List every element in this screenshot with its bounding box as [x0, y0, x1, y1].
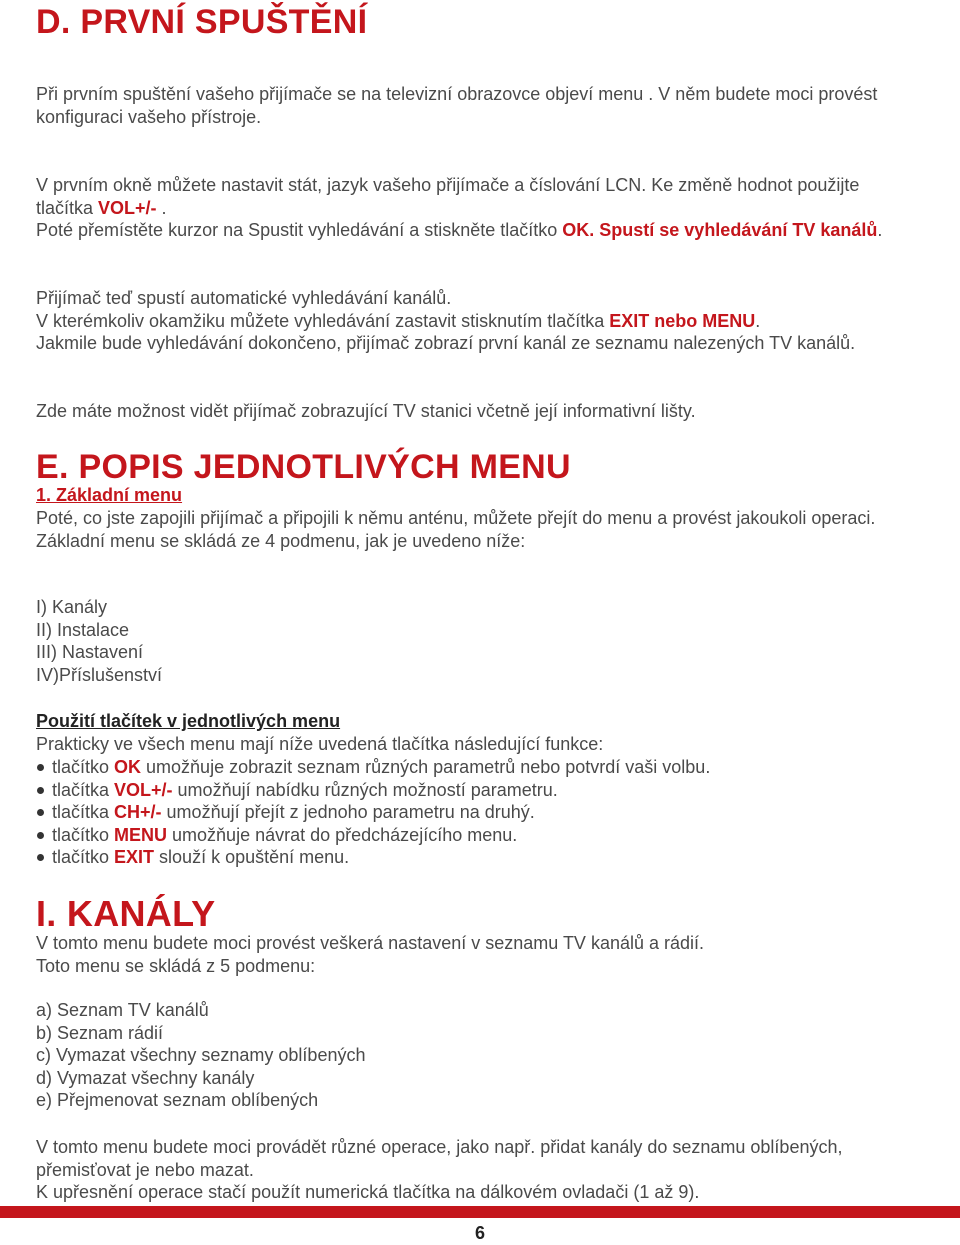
list-item: a) Seznam TV kanálů: [36, 1000, 209, 1020]
list-item: [36, 824, 710, 847]
list-item: [36, 756, 710, 779]
search-paragraph: [36, 287, 855, 355]
text-line: [36, 219, 882, 242]
text-line: Přijímač teď spustí automatické vyhledávání kanálů.: [36, 288, 452, 308]
section-d-title: D. PRVNÍ SPUŠTĚNÍ: [36, 3, 368, 41]
buttons-list: [36, 756, 710, 869]
list-item: d) Vymazat všechny kanály: [36, 1067, 255, 1088]
submenu-list: [36, 596, 162, 686]
key-label: EXIT: [114, 847, 155, 867]
text-span: tlačítka: [52, 779, 115, 800]
text-span: slouží k opuštění menu.: [154, 847, 350, 867]
text-line: V tomto menu budete moci provádět různé operace, jako např. přidat kanály do seznamu oblíbených,: [36, 1137, 843, 1157]
list-item: IV)Příslušenství: [36, 664, 163, 685]
text-span: umožňuje zobrazit seznam různých parametrů nebo potvrdí vaši volbu.: [141, 757, 711, 777]
list-item: [36, 779, 710, 802]
text-line: Jakmile bude vyhledávání dokončeno, přijímač zobrazí první kanál ze seznamu nalezených TV kanálů.: [36, 333, 856, 353]
text-span: tlačítko: [52, 824, 115, 845]
footer-bar: [0, 1206, 960, 1218]
text-span: .: [877, 220, 883, 240]
section-e-title: E. POPIS JEDNOTLIVÝCH MENU: [36, 448, 571, 486]
text-line: Poté, co jste zapojili přijímač a připojili k němu anténu, můžete přejít do menu a provést jakoukoli operaci.: [36, 508, 876, 528]
section-i-title: I. KANÁLY: [36, 893, 216, 934]
text-line: [36, 197, 882, 220]
buttons-heading: Použití tlačítek v jednotlivých menu: [36, 711, 341, 731]
key-label: EXIT nebo MENU: [609, 310, 756, 331]
text-line: V prvním okně můžete nastavit stát, jazyk vašeho přijímače a číslování LCN. Ke změně hodnot použijte: [36, 175, 860, 195]
key-label: OK: [114, 757, 142, 777]
text-span: tlačítka: [52, 802, 115, 822]
key-label: VOL+/-: [114, 779, 173, 800]
text-line: Při prvním spuštění vašeho přijímače se na televizní obrazovce objeví menu . V něm budete moci provést: [36, 84, 878, 104]
page-number: 6: [474, 1223, 485, 1243]
key-label: MENU: [114, 824, 168, 845]
text-line: K upřesnění operace stačí použít numerická tlačítka na dálkovém ovladači (1 až 9).: [36, 1182, 700, 1202]
basic-menu-paragraph: [36, 507, 875, 552]
text-span: tlačítko: [52, 757, 115, 777]
text-span: umožňují nabídku různých možností parametru.: [172, 779, 558, 800]
list-item: e) Přejmenovat seznam oblíbených: [36, 1090, 319, 1110]
intro-paragraph: [36, 83, 877, 128]
channels-submenu-list: [36, 999, 365, 1112]
text-line: [36, 310, 855, 333]
list-item: c) Vymazat všechny seznamy oblíbených: [36, 1045, 366, 1065]
key-label: VOL+/-: [98, 197, 157, 218]
list-item: b) Seznam rádií: [36, 1022, 164, 1043]
text-line: přemisťovat je nebo mazat.: [36, 1159, 254, 1180]
list-item: III) Nastavení: [36, 642, 144, 662]
channels-paragraph: [36, 932, 704, 977]
text-span: .: [755, 310, 761, 331]
text-line: Základní menu se skládá ze 4 podmenu, jak je uvedeno níže:: [36, 530, 526, 551]
text-span: .: [156, 197, 167, 218]
key-label: OK. Spustí se vyhledávání TV kanálů: [562, 220, 878, 240]
buttons-intro: Prakticky ve všech menu mají níže uvedená tlačítka následující funkce:: [36, 734, 604, 754]
text-span: tlačítko: [52, 847, 115, 867]
list-item: [36, 846, 710, 869]
list-item: I) Kanály: [36, 597, 108, 617]
key-label: CH+/-: [114, 802, 162, 822]
text-line: V tomto menu budete moci provést veškerá nastavení v seznamu TV kanálů a rádií.: [36, 933, 705, 953]
text-span: V kterémkoliv okamžiku můžete vyhledávání zastavit stisknutím tlačítka: [36, 310, 610, 331]
text-line: konfiguraci vašeho přístroje.: [36, 106, 262, 127]
operations-paragraph: [36, 1136, 842, 1204]
text-span: Poté přemístěte kurzor na Spustit vyhledávání a stiskněte tlačítko: [36, 220, 563, 240]
text-span: umožňují přejít z jednoho parametru na druhý.: [161, 802, 535, 822]
text-span: tlačítka: [36, 197, 99, 218]
list-item: [36, 801, 710, 824]
text-span: umožňuje návrat do předcházejícího menu.: [167, 824, 518, 845]
first-window-paragraph: [36, 174, 882, 242]
info-bar-paragraph: Zde máte možnost vidět přijímač zobrazující TV stanici včetně její informativní lišty.: [36, 401, 696, 421]
section-e-subtitle: 1. Základní menu: [36, 485, 183, 505]
list-item: II) Instalace: [36, 619, 130, 640]
text-line: Toto menu se skládá z 5 podmenu:: [36, 955, 316, 976]
